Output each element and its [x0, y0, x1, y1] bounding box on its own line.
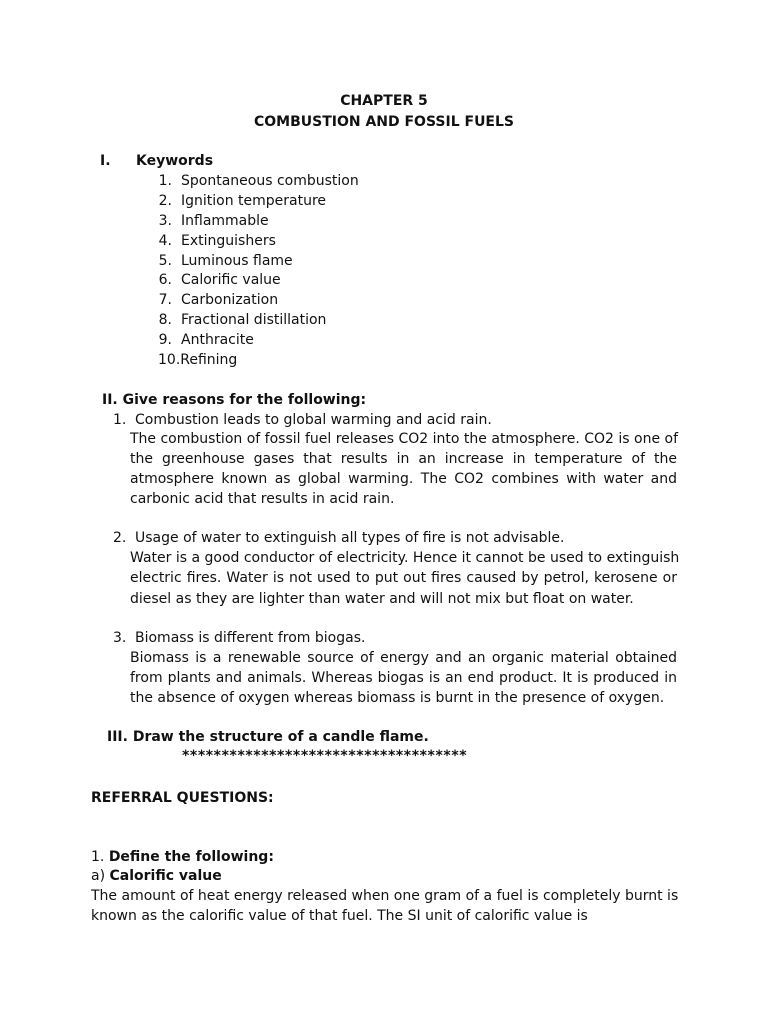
reason-question: Biomass is different from biogas. [135, 630, 366, 646]
keyword-number: 9. [158, 332, 172, 348]
keyword-number: 1. [158, 173, 172, 189]
question-number: 1. [91, 849, 105, 865]
section1-numeral: I. [100, 153, 111, 169]
definition-line: known as the calorific value of that fuel. The SI unit of calorific value is [91, 908, 588, 924]
reason-question: Usage of water to extinguish all types of fire is not advisable. [135, 530, 565, 546]
answer-line: Biomass is a renewable source of energy and an organic material obtained [130, 650, 677, 666]
question-heading: Define the following: [108, 849, 274, 865]
keyword-number: 7. [158, 292, 172, 308]
section3-heading: III. Draw the structure of a candle flame. [107, 729, 429, 745]
answer-line: the greenhouse gases that results in an increase in temperature of the [130, 451, 677, 467]
answer-line: the absence of oxygen whereas biomass is burnt in the presence of oxygen. [130, 690, 665, 706]
answer-line: atmosphere known as global warming. The CO2 combines with water and [130, 471, 677, 487]
keyword-item: Anthracite [181, 332, 254, 348]
sub-heading: Calorific value [109, 868, 222, 884]
reason-number: 2. [113, 530, 127, 546]
keyword-number: 2. [158, 193, 172, 209]
keyword-item: Fractional distillation [181, 312, 327, 328]
keyword-item: Calorific value [181, 272, 281, 288]
reason-number: 3. [113, 630, 127, 646]
keyword-number: 5. [158, 253, 172, 269]
answer-line: electric fires. Water is not used to put out fires caused by petrol, kerosene or [130, 570, 677, 586]
referral-question [91, 847, 274, 867]
reason-question: Combustion leads to global warming and acid rain. [135, 412, 492, 428]
chapter-number: CHAPTER 5 [340, 93, 428, 109]
answer-line: Water is a good conductor of electricity. Hence it cannot be used to extinguish [130, 550, 680, 566]
keyword-item: Refining [180, 352, 238, 368]
keyword-number: 8. [158, 312, 172, 328]
keyword-item: Luminous flame [181, 253, 293, 269]
sub-label: a) [91, 868, 106, 884]
keyword-item: Extinguishers [181, 233, 276, 249]
answer-line: from plants and animals. Whereas biogas is an end product. It is produced in [130, 670, 677, 686]
reason-number: 1. [113, 412, 127, 428]
chapter-title: COMBUSTION AND FOSSIL FUELS [253, 114, 515, 130]
referral-subquestion [91, 866, 222, 886]
keyword-number: 4. [158, 233, 172, 249]
answer-line: carbonic acid that results in acid rain. [130, 491, 395, 507]
keyword-item: Ignition temperature [181, 193, 327, 209]
keyword-item: Spontaneous combustion [181, 173, 359, 189]
keyword-number: 10. [158, 352, 181, 368]
keyword-item: Inflammable [181, 213, 269, 229]
keyword-number: 3. [158, 213, 172, 229]
star-divider: ************************************ [182, 748, 468, 764]
referral-heading: REFERRAL QUESTIONS: [91, 790, 274, 806]
keyword-number: 6. [158, 272, 172, 288]
section2-heading: II. Give reasons for the following: [102, 392, 367, 408]
section1-heading: Keywords [136, 153, 214, 169]
keyword-item: Carbonization [181, 292, 279, 308]
answer-line: The combustion of fossil fuel releases CO2 into the atmosphere. CO2 is one of [130, 431, 679, 447]
keyword-last [158, 350, 237, 370]
definition-line: The amount of heat energy released when one gram of a fuel is completely burnt is [91, 888, 679, 904]
answer-line: diesel as they are lighter than water and will not mix but float on water. [130, 591, 634, 607]
